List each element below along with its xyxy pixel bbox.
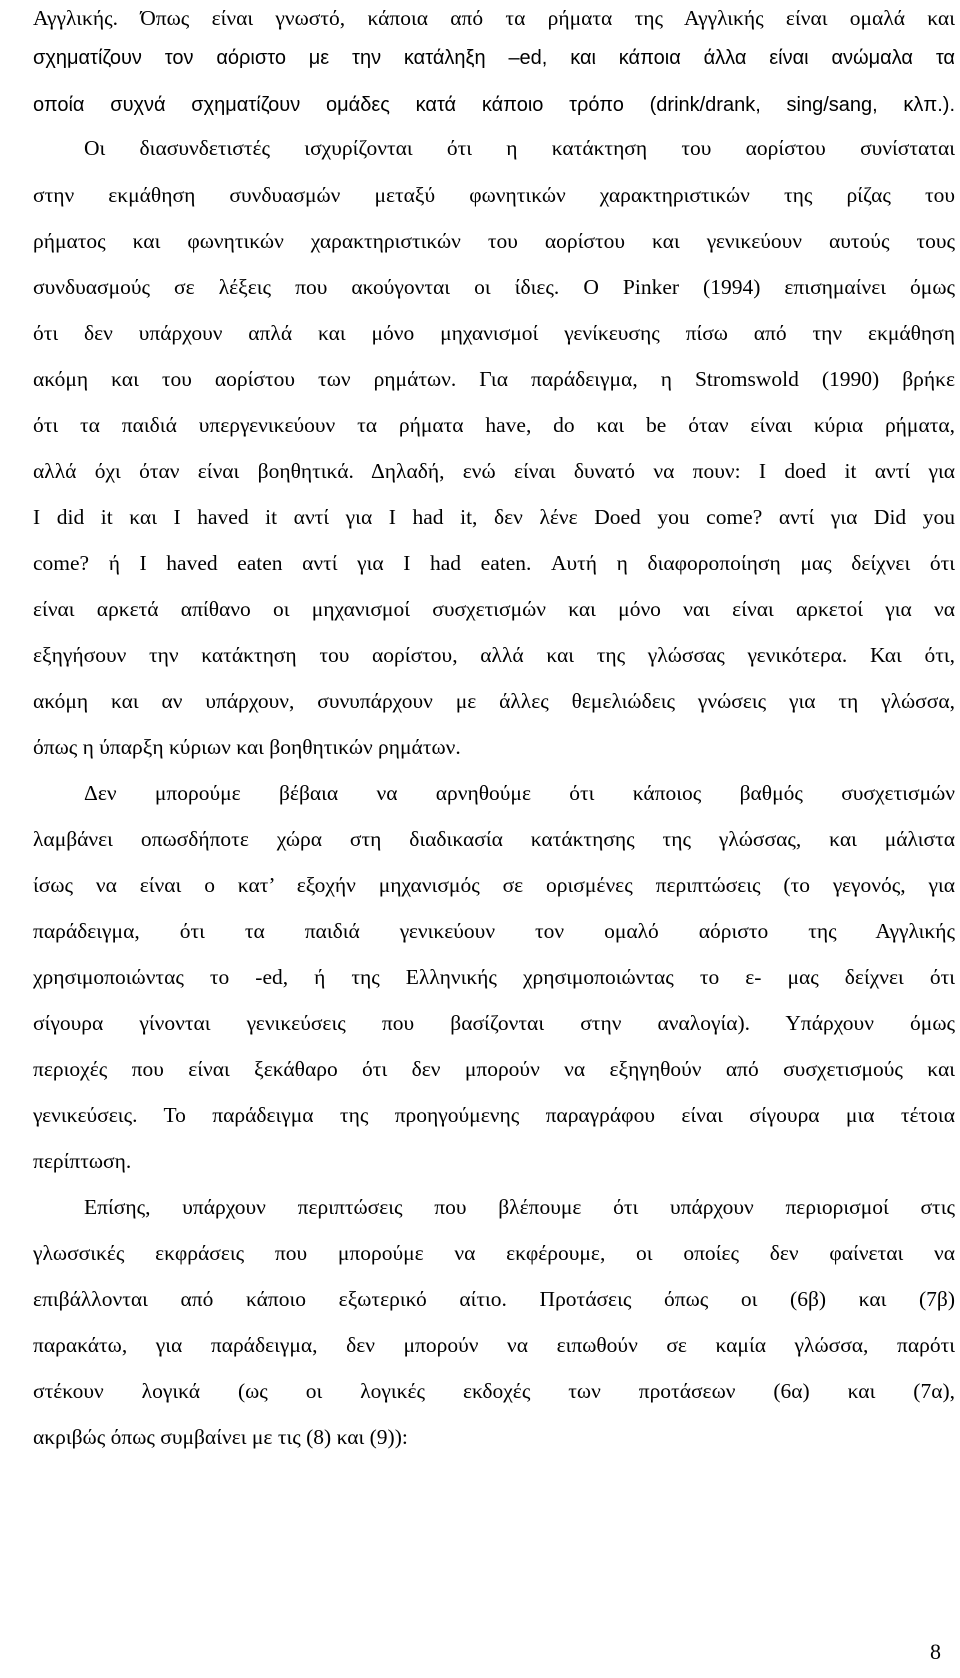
text-line: ότι δεν υπάρχουν απλά και μόνο μηχανισμοί γενίκευσης πίσω από την εκμάθηση — [33, 321, 955, 345]
text-line: όπως η ύπαρξη κύριων και βοηθητικών ρημάτων. — [33, 735, 461, 759]
text-line: είναι αρκετά απίθανο οι μηχανισμοί συσχετισμών και μόνο ναι είναι αρκετοί για να — [33, 597, 955, 621]
text-line: ίσως να είναι ο κατ’ εξοχήν μηχανισμός σε ορισμένες περιπτώσεις (το γεγονός, για — [33, 873, 955, 897]
text-line: Επίσης, υπάρχουν περιπτώσεις που βλέπουμε ότι υπάρχουν περιορισμοί στις — [84, 1195, 955, 1219]
text-line: Αγγλικής. Όπως είναι γνωστό, κάποια από τα ρήματα της Αγγλικής είναι ομαλά και — [33, 6, 955, 30]
text-line: γενικεύσεις. Το παράδειγμα της προηγούμενης παραγράφου είναι σίγουρα μια τέτοια — [33, 1103, 955, 1127]
text-line: ακόμη και του αορίστου των ρημάτων. Για παράδειγμα, η Stromswold (1990) βρήκε — [33, 367, 955, 391]
text-line: στέκουν λογικά (ως οι λογικές εκδοχές των προτάσεων (6α) και (7α), — [33, 1379, 955, 1403]
page-number: 8 — [930, 1639, 941, 1664]
text-line: εξηγήσουν την κατάκτηση του αορίστου, αλλά και της γλώσσας γενικότερα. Και ότι, — [33, 643, 955, 667]
text-line: σίγουρα γίνονται γενικεύσεις που βασίζονται στην αναλογία). Υπάρχουν όμως — [33, 1011, 955, 1035]
text-line: ότι τα παιδιά υπεργενικεύουν τα ρήματα have, do και be όταν είναι κύρια ρήματα, — [33, 413, 955, 437]
text-line: περίπτωση. — [33, 1149, 132, 1173]
text-line: ακόμη και αν υπάρχουν, συνυπάρχουν με άλλες θεμελιώδεις γνώσεις για τη γλώσσα, — [33, 689, 955, 713]
text-line: αλλά όχι όταν είναι βοηθητικά. Δηλαδή, ενώ είναι δυνατό να πουν: I doed it αντί για — [33, 459, 955, 483]
text-line: I did it και I haved it αντί για I had it, δεν λένε Doed you come? αντί για Did you — [33, 505, 955, 529]
text-line: περιοχές που είναι ξεκάθαρο ότι δεν μπορούν να εξηγηθούν από συσχετισμούς και — [33, 1057, 955, 1081]
text-line: Δεν μπορούμε βέβαια να αρνηθούμε ότι κάποιος βαθμός συσχετισμών — [84, 781, 955, 805]
text-line: ακριβώς όπως συμβαίνει με τις (8) και (9)): — [33, 1425, 408, 1449]
text-line: λαμβάνει οπωσδήποτε χώρα στη διαδικασία κατάκτησης της γλώσσας, και μάλιστα — [33, 827, 955, 851]
text-line: στην εκμάθηση συνδυασμών μεταξύ φωνητικών χαρακτηριστικών της ρίζας του — [33, 183, 955, 207]
text-line: Οι διασυνδετιστές ισχυρίζονται ότι η κατάκτηση του αορίστου συνίσταται — [84, 136, 955, 160]
text-line: come? ή I haved eaten αντί για I had eaten. Αυτή η διαφοροποίηση μας δείχνει ότι — [33, 551, 955, 575]
text-line: ρήματος και φωνητικών χαρακτηριστικών του αορίστου και γενικεύουν αυτούς τους — [33, 229, 955, 253]
text-line: επιβάλλονται από κάποιο εξωτερικό αίτιο. Προτάσεις όπως οι (6β) και (7β) — [33, 1287, 955, 1311]
text-line: σχηματίζουν τον αόριστο με την κατάληξη –ed, και κάποια άλλα είναι ανώμαλα τα — [33, 47, 955, 69]
text-line: παράδειγμα, ότι τα παιδιά γενικεύουν τον ομαλό αόριστο της Αγγλικής — [33, 919, 955, 943]
text-line: συνδυασμούς σε λέξεις που ακούγονται οι ίδιες. Ο Pinker (1994) επισημαίνει όμως — [33, 275, 955, 299]
text-line: χρησιμοποιώντας το -ed, ή της Ελληνικής χρησιμοποιώντας το ε- μας δείχνει ότι — [33, 965, 955, 989]
text-line: παρακάτω, για παράδειγμα, δεν μπορούν να ειπωθούν σε καμία γλώσσα, παρότι — [33, 1333, 955, 1357]
text-line: γλωσσικές εκφράσεις που μπορούμε να εκφέρουμε, οι οποίες δεν φαίνεται να — [33, 1241, 955, 1265]
text-line: οποία συχνά σχηματίζουν ομάδες κατά κάποιο τρόπο (drink/drank, sing/sang, κλπ.). — [33, 94, 955, 116]
